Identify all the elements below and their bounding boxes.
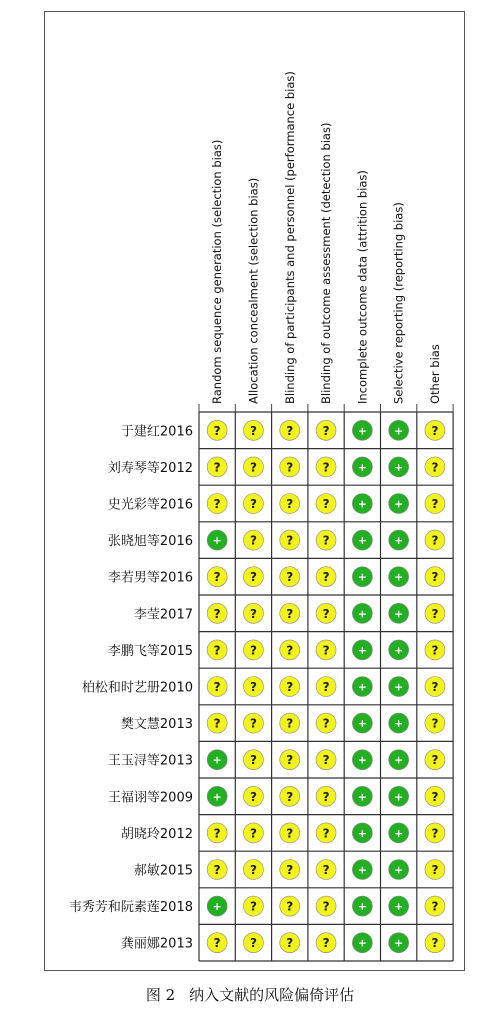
judgement-symbol: + [357, 717, 367, 731]
judgement-symbol: ? [322, 570, 330, 585]
judgement-symbol: + [357, 460, 367, 474]
study-label: 龚丽娜2013 [120, 936, 193, 952]
judgement-symbol: + [357, 643, 367, 657]
judgement-symbol: ? [322, 606, 330, 621]
study-label: 樊文慧2013 [120, 717, 193, 733]
judgement-symbol: ? [322, 423, 330, 438]
judgement-symbol: ? [286, 460, 294, 475]
judgement-symbol: ? [431, 606, 439, 621]
judgement-symbol: ? [322, 533, 330, 548]
judgement-symbol: ? [249, 899, 257, 914]
caption-text: 纳入文献的风险偏倚评估 [189, 986, 355, 1004]
judgement-symbol: + [357, 570, 367, 584]
domain-header: Incomplete outcome data (attrition bias) [355, 170, 370, 404]
judgement-symbol: ? [249, 716, 257, 731]
judgement-symbol: ? [249, 423, 257, 438]
judgement-symbol: ? [286, 716, 294, 731]
judgement-symbol: ? [286, 643, 294, 658]
study-label: 史光彩等2016 [107, 497, 193, 513]
study-label: 郝敏2015 [133, 863, 193, 879]
judgement-symbol: ? [249, 680, 257, 694]
judgement-symbol: ? [286, 680, 294, 694]
judgement-symbol: ? [431, 423, 439, 438]
judgement-symbol: ? [213, 497, 221, 511]
judgement-symbol: ? [322, 789, 330, 804]
study-label: 李鹏飞等2015 [107, 643, 193, 659]
judgement-symbol: ? [213, 423, 221, 438]
study-label: 胡晓玲2012 [120, 826, 193, 842]
judgement-symbol: ? [249, 643, 257, 658]
judgement-symbol: ? [286, 606, 294, 621]
judgement-symbol: ? [249, 753, 257, 768]
judgement-symbol: ? [431, 789, 439, 804]
judgement-symbol: ? [286, 423, 294, 438]
judgement-symbol: ? [286, 753, 294, 768]
judgement-symbol: ? [431, 643, 439, 658]
judgement-symbol: + [357, 424, 367, 438]
judgement-symbol: ? [322, 460, 330, 475]
judgement-symbol: + [357, 826, 367, 840]
domain-header: Other bias [427, 344, 442, 404]
judgement-symbol: ? [322, 497, 330, 511]
study-label: 韦秀芳和阮素莲2018 [68, 900, 193, 916]
judgement-symbol: ? [431, 497, 439, 511]
judgement-symbol: ? [286, 570, 294, 585]
judgement-symbol: + [394, 863, 404, 877]
judgement-symbol: ? [286, 789, 294, 804]
figure-frame [44, 11, 465, 971]
judgement-symbol: ? [431, 826, 439, 841]
judgement-symbol: + [394, 607, 404, 621]
judgement-symbol: ? [249, 936, 257, 951]
judgement-symbol: ? [322, 899, 330, 914]
domain-header: Selective reporting (reporting bias) [391, 202, 406, 404]
judgement-symbol: + [212, 753, 222, 767]
judgement-symbol: + [394, 900, 404, 914]
judgement-symbol: ? [286, 533, 294, 548]
study-label: 李若男等2016 [107, 570, 193, 586]
judgement-symbol: + [357, 753, 367, 767]
caption-figure-number: 图 2 [145, 986, 176, 1004]
judgement-symbol: + [357, 790, 367, 804]
judgement-symbol: ? [213, 680, 221, 694]
judgement-symbol: ? [249, 826, 257, 841]
judgement-symbol: + [357, 607, 367, 621]
judgement-symbol: ? [249, 460, 257, 475]
domain-header: Allocation concealment (selection bias) [246, 177, 261, 404]
judgement-symbol: ? [213, 716, 221, 731]
judgement-symbol: ? [431, 716, 439, 731]
study-label: 张晓旭等2016 [107, 534, 193, 550]
judgement-symbol: ? [322, 936, 330, 951]
study-label: 王玉浔等2013 [107, 753, 193, 769]
figure-caption [0, 984, 500, 1005]
judgement-symbol: ? [213, 826, 221, 841]
study-label: 于建红2016 [120, 424, 193, 440]
judgement-symbol: ? [286, 826, 294, 841]
judgement-symbol: ? [431, 863, 439, 877]
judgement-symbol: ? [249, 789, 257, 804]
judgement-symbol: ? [322, 716, 330, 731]
judgement-symbol: ? [431, 899, 439, 914]
domain-header: Blinding of outcome assessment (detection bias) [319, 122, 334, 404]
judgement-symbol: ? [213, 460, 221, 475]
judgement-symbol: ? [322, 753, 330, 768]
study-label: 王福诩等2009 [107, 790, 193, 806]
judgement-symbol: + [394, 460, 404, 474]
judgement-symbol: ? [322, 863, 330, 877]
judgement-symbol: + [394, 790, 404, 804]
judgement-symbol: + [357, 497, 367, 511]
judgement-symbol: + [357, 900, 367, 914]
judgement-symbol: + [212, 790, 222, 804]
judgement-symbol: ? [213, 570, 221, 585]
judgement-symbol: + [394, 424, 404, 438]
judgement-symbol: ? [431, 936, 439, 951]
judgement-symbol: + [394, 534, 404, 548]
judgement-symbol: ? [213, 936, 221, 951]
judgement-symbol: ? [322, 643, 330, 658]
judgement-symbol: + [357, 936, 367, 950]
judgement-symbol: + [357, 680, 367, 694]
judgement-symbol: + [394, 570, 404, 584]
judgement-symbol: + [394, 680, 404, 694]
judgement-symbol: ? [286, 936, 294, 951]
judgement-symbol: ? [431, 680, 439, 694]
judgement-symbol: ? [322, 826, 330, 841]
judgement-symbol: ? [213, 863, 221, 877]
judgement-symbol: ? [249, 570, 257, 585]
judgement-symbol: + [212, 900, 222, 914]
judgement-symbol: ? [213, 606, 221, 621]
judgement-symbol: + [394, 826, 404, 840]
judgement-symbol: + [394, 753, 404, 767]
judgement-symbol: + [394, 497, 404, 511]
judgement-symbol: ? [249, 606, 257, 621]
judgement-symbol: ? [249, 863, 257, 877]
study-label: 李莹2017 [133, 607, 193, 623]
judgement-symbol: ? [286, 863, 294, 877]
study-label: 刘寿琴等2012 [107, 460, 193, 476]
judgement-symbol: + [394, 717, 404, 731]
judgement-symbol: ? [431, 753, 439, 768]
risk-of-bias-chart [45, 12, 464, 970]
judgement-symbol: ? [431, 533, 439, 548]
judgement-symbol: + [357, 863, 367, 877]
judgement-symbol: + [212, 534, 222, 548]
judgement-symbol: + [394, 643, 404, 657]
judgement-symbol: ? [249, 497, 257, 511]
judgement-symbol: ? [322, 680, 330, 694]
judgement-symbol: + [357, 534, 367, 548]
domain-header: Random sequence generation (selection bias) [210, 139, 225, 404]
judgement-symbol: + [394, 936, 404, 950]
judgement-symbol: ? [213, 643, 221, 658]
judgement-symbol: ? [286, 497, 294, 511]
study-label: 柏松和时艺册2010 [81, 680, 193, 696]
judgement-symbol: ? [286, 899, 294, 914]
domain-header: Blinding of participants and personnel (performance bias) [282, 71, 297, 404]
judgement-symbol: ? [431, 460, 439, 475]
judgement-symbol: ? [431, 570, 439, 585]
judgement-symbol: ? [249, 533, 257, 548]
